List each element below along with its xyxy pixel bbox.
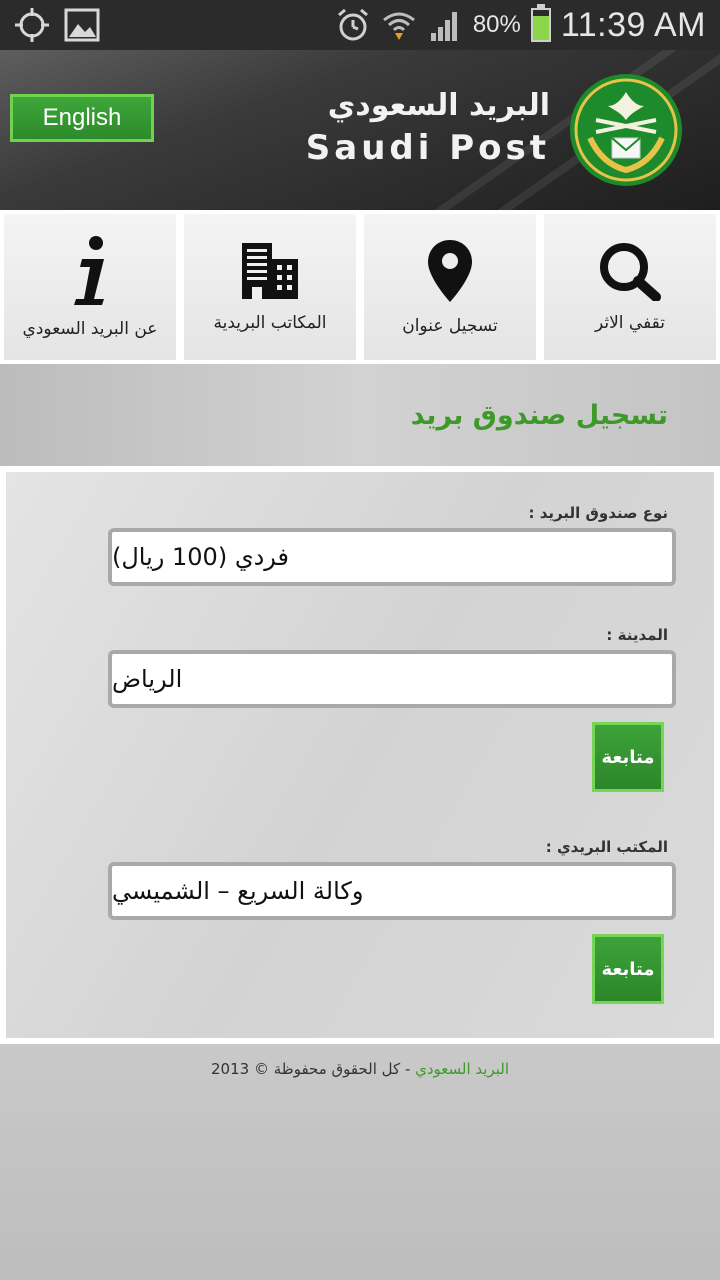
- saudi-post-logo: [568, 72, 684, 188]
- page-title: تسجيل صندوق بريد: [410, 400, 668, 431]
- city-select[interactable]: الرياض: [108, 650, 676, 708]
- battery-icon: [531, 8, 551, 42]
- nav-tile-register-address[interactable]: [364, 214, 536, 360]
- english-language-button[interactable]: English: [10, 94, 154, 142]
- nav-tile-register-address-label: تسجيل عنوان: [402, 316, 498, 336]
- nav-tile-track-label: تقفي الاثر: [594, 313, 666, 333]
- info-icon: [70, 235, 110, 307]
- nav-tile-track[interactable]: [544, 214, 716, 360]
- nav-tile-post-offices[interactable]: [184, 214, 356, 360]
- continue-button-city[interactable]: متابعة: [592, 722, 664, 792]
- nav-tile-about-label: عن البريد السعودي: [22, 319, 158, 339]
- post-office-select[interactable]: وكالة السريع – الشميسي: [108, 862, 676, 920]
- clock: 11:39 AM: [560, 5, 706, 44]
- post-office-label: المكتب البريدي :: [545, 838, 668, 856]
- continue-button-post-office[interactable]: متابعة: [592, 934, 664, 1004]
- box-type-label: نوع صندوق البريد :: [528, 504, 668, 522]
- footer-copyright: [0, 1060, 720, 1078]
- box-type-select[interactable]: فردي (100 ريال): [108, 528, 676, 586]
- image-icon: [64, 7, 100, 43]
- app-header: [0, 50, 720, 210]
- footer-brand: البريد السعودي: [415, 1060, 510, 1078]
- form-panel: [0, 466, 720, 1044]
- alarm-icon: [335, 7, 371, 43]
- crosshair-icon: [14, 7, 50, 43]
- building-icon: [240, 241, 300, 301]
- form-panel-inner: [6, 472, 714, 1038]
- city-label: المدينة :: [606, 626, 668, 644]
- nav-tile-post-offices-label: المكاتب البريدية: [213, 313, 327, 333]
- nav-tile-about[interactable]: [4, 214, 176, 360]
- status-bar: [0, 0, 720, 50]
- signal-icon: [427, 7, 463, 43]
- main-nav: [0, 210, 720, 364]
- brand-name-english: Saudi Post: [305, 128, 550, 168]
- footer: [0, 1044, 720, 1280]
- location-pin-icon: [426, 238, 474, 304]
- footer-rights: - كل الحقوق محفوظة © 2013: [210, 1060, 416, 1078]
- battery-percent: 80%: [472, 11, 521, 38]
- wifi-icon: [381, 7, 417, 43]
- title-band: [0, 364, 720, 466]
- search-icon: [598, 241, 662, 301]
- brand-name-arabic: البريد السعودي: [327, 88, 550, 123]
